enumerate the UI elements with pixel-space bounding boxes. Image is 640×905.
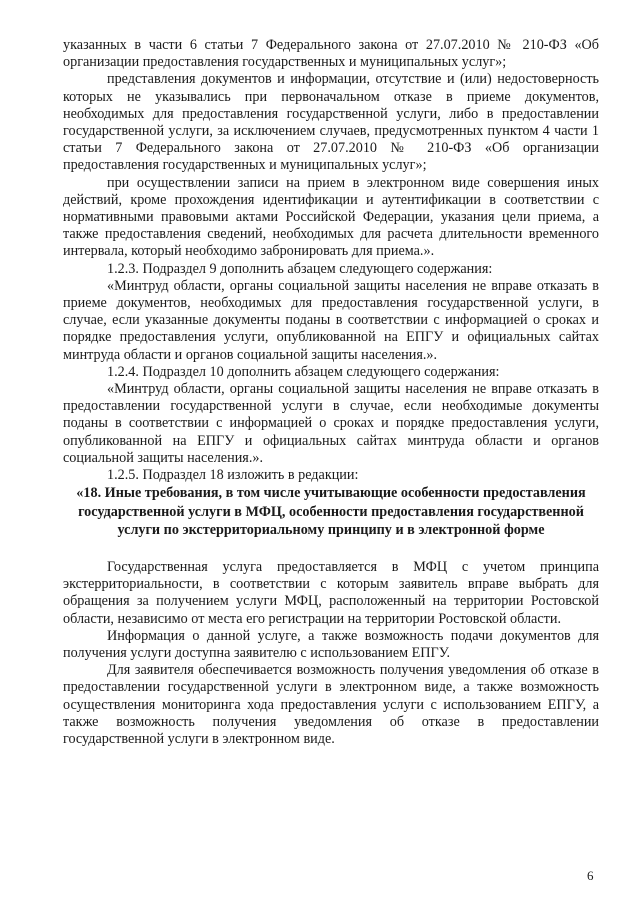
spacer (63, 540, 599, 559)
paragraph: Для заявителя обеспечивается возможность получения уведомления об отказе в предоставлении государственной услуги в электронном виде, а также возможность осуществления мониторинга хода предоставления услуги с использованием ЕПГУ, а также возможность получения уведомления об отказе в предоставлении государственной услуги в электронном виде. (63, 662, 599, 748)
paragraph: «Минтруд области, органы социальной защиты населения не вправе отказать в предоставлении государственной услуги в случае, если необходимые документы поданы в соответствии с информацией о сроках и порядке предоставления услуги, опубликованной на ЕПГУ и официальных сайтах минтруда области и органов социальной защиты населения.». (63, 381, 599, 466)
document-page (63, 37, 599, 748)
paragraph-item-1-2-3: 1.2.3. Подраздел 9 дополнить абзацем следующего содержания: (107, 260, 493, 277)
paragraph-continuation: указанных в части 6 статьи 7 Федерального закона от 27.07.2010 № 210-ФЗ «Об организации предоставления государственных и муниципальных услуг»; (63, 37, 599, 71)
paragraph: Государственная услуга предоставляется в МФЦ с учетом принципа экстерриториальности, в соответствии с которым заявитель вправе выбрать для обращения за получением услуги МФЦ, расположенный на территории Ростовской области, независимо от места его регистрации на территории Ростовской области. (63, 559, 599, 627)
paragraph: представления документов и информации, отсутствие и (или) недостоверность которых не указывались при первоначальном отказе в приеме документов, необходимых для предоставления государственной услуги, либо в предоставлении государственной услуги, за исключением случаев, предусмотренных пунктом 4 части 1 статьи 7 Федерального закона от 27.07.2010 № 210-ФЗ «Об организации предоставления государственных и муниципальных услуг»; (63, 71, 599, 174)
paragraph: Информация о данной услуге, а также возможность подачи документов для получения услуги доступна заявителю с использованием ЕПГУ. (63, 627, 599, 662)
paragraph-item-1-2-4: 1.2.4. Подраздел 10 дополнить абзацем следующего содержания: (107, 363, 500, 380)
paragraph: при осуществлении записи на прием в электронном виде совершения иных действий, кроме прохождения идентификации и аутентификации в соответствии с нормативными правовыми актами Российской Федерации, указания цели приема, а также предоставления сведений, необходимых для расчета длительности временного интервала, который необходимо забронировать для приема.». (63, 174, 599, 260)
section-heading: «18. Иные требования, в том числе учитывающие особенности предоставления государственной услуги в МФЦ, особенности предоставления государственной услуги по экстерриториальному принципу и в электронной форме (76, 485, 586, 539)
page-number: 6 (587, 868, 594, 883)
paragraph-item-1-2-5: 1.2.5. Подраздел 18 изложить в редакции: (107, 467, 359, 484)
paragraph: «Минтруд области, органы социальной защиты населения не вправе отказать в приеме документов, необходимых для предоставления государственной услуги, в случае, если указанные документы поданы в соответствии с информацией о сроках и порядке предоставления услуги, опубликованной на ЕПГУ и официальных сайтах минтруда области и органов социальной защиты населения.». (63, 277, 599, 363)
